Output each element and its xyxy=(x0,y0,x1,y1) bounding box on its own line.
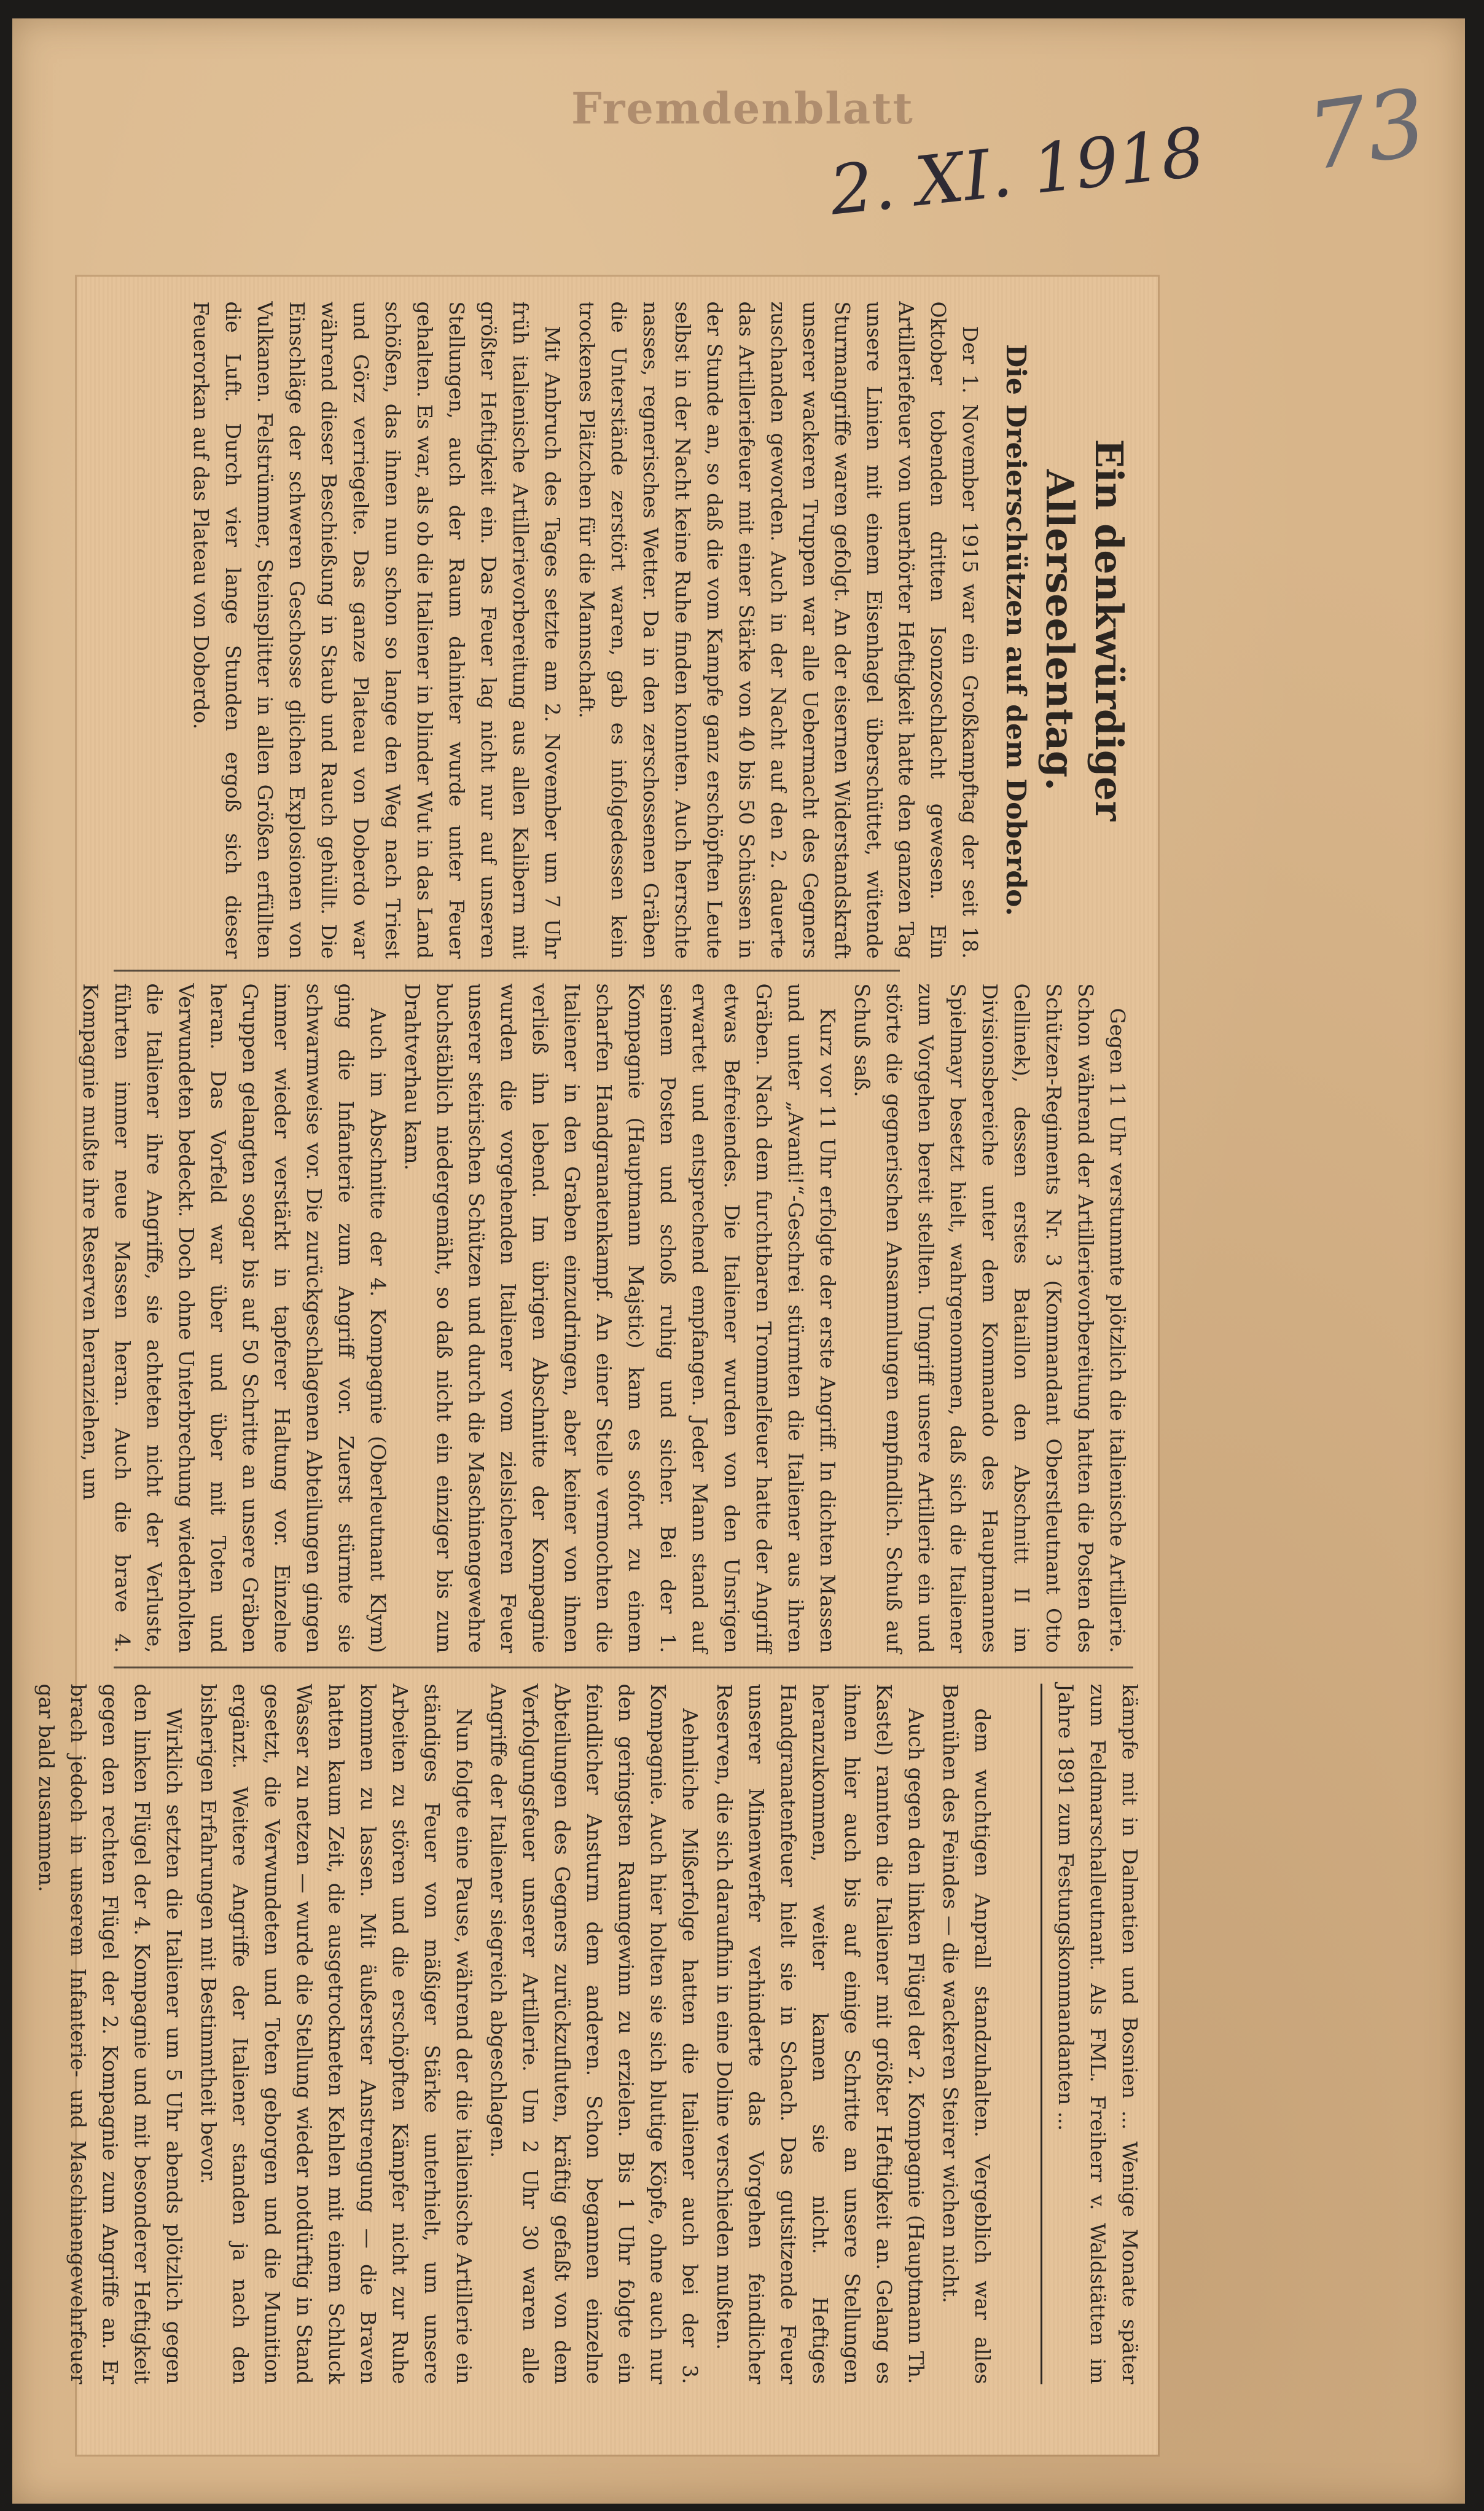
article-column-3 xyxy=(34,1683,998,2384)
handwritten-date: 2. XI. 1918 xyxy=(826,112,1208,230)
article-subheadline: Die Dreierschützen auf dem Doberdo. xyxy=(1000,343,1031,916)
article-headline: Ein denkwürdiger Allerseelentag. xyxy=(1037,439,1131,821)
archive-sheet xyxy=(12,18,1465,2504)
article-paragraph: Aehnliche Mißerfolge hatten die Italiener auch bei der 3. Kompagnie. Auch hier holten sie sich blutige Köpfe, ohne auch nur den geringsten Raumgewinn zu erzielen. Bis 1 Uhr folgte ein feindlicher Ansturm dem anderen. Schon begannen einzelne Abteilungen des Gegners zurückzufluten, kräftig gefaßt von dem Verfolgungsfeuer unserer Artillerie. Um 2 Uhr 30 waren alle Angriffe der Italiener siegreich abgeschlagen. xyxy=(486,1683,702,2384)
article-paragraph: Wirklich setzten die Italiener um 5 Uhr abends plötzlich gegen den linken Flügel der 4. Kompagnie und mit besonderer Heftigkeit gegen den rechten Flügel der 2. Kompagnie zum Angriffe an. Er brach jedoch in unserem Infanterie- und Maschinengewehrfeuer gar bald zusammen. xyxy=(34,1683,186,2384)
article-paragraph: Der 1. November 1915 war ein Großkampftag der seit 18. Oktober tobenden dritten Isonzoschlacht gewesen. Ein Artilleriefeuer von unerhörter Heftigkeit hatte den ganzen Tag unsere Linien mit einem Eisenhagel überschüttet, wütende Sturmangriffe waren gefolgt. An der eisernen Widerstandskraft unserer wackeren Truppen war alle Uebermacht des Gegners zuschanden geworden. Auch in der Nacht auf den 2. dauerte das Artilleriefeuer mit einer Stärke von 40 bis 50 Schüssen in der Stunde an, so daß die vom Kampfe ganz erschöpften Leute selbst in der Nacht keine Ruhe finden konnten. Auch herrschte nasses, regnerisches Wetter. Da in den zerschossenen Gräben die Unterstände zerstört waren, gab es infolgedessen kein trockenes Plätzchen für die Mannschaft. xyxy=(575,301,982,958)
newspaper-clipping xyxy=(34,276,1158,2454)
article-paragraph: Auch im Abschnitte der 4. Kompagnie (Oberleutnant Klym) ging die Infanterie zum Angriff vor. Zuerst stürmte sie schwarmweise vor. Die zurückgeschlagenen Abteilungen gingen immer wieder verstärkt in tapferer Haltung vor. Einzelne Gruppen gelangten sogar bis auf 50 Schritte an unsere Gräben heran. Das Vorfeld war über und über mit Toten und Verwundeten bedeckt. Doch ohne Unterbrechung wiederholten die Italiener ihre Angriffe, sie achteten nicht der Verluste, führten immer neue Massen heran. Auch die brave 4. Kompagnie mußte ihre Reserven heranziehen, um xyxy=(79,983,390,1653)
article-paragraph: Gegen 11 Uhr verstummte plötzlich die italienische Artillerie. Schon während der Artillerievorbereitung hatten die Posten des Schützen-Regiments Nr. 3 (Kommandant Oberstleutnant Otto Gellinek), dessen erstes Bataillon den Abschnitt II im Divisionsbereiche unter dem Kommando des Hauptmannes Spielmayr besetzt hielt, wahrgenommen, daß sich die Italiener zum Vorgehen bereit stellten. Umgriff unsere Artillerie ein und störte die gegnerischen Ansammlungen empfindlich. Schuß auf Schuß saß. xyxy=(850,983,1130,1653)
article-paragraph: dem wuchtigen Anprall standzuhalten. Vergeblich war alles Bemühen des Feindes — die wackeren Steirer wichen nicht. xyxy=(939,1683,994,2384)
handwritten-page-number: 73 xyxy=(1301,69,1433,192)
column-rule xyxy=(114,970,900,971)
article-paragraph: Auch gegen den linken Flügel der 2. Kompagnie (Hauptmann Th. Kastel) rannten die Italiener mit größter Heftigkeit an. Gelang es ihnen hier auch bis auf einige Schritte an unsere Stellungen heranzukommen, weiter kamen sie nicht. Heftiges Handgranatenfeuer hielt sie in Schach. Das gutsitzende Feuer unserer Minenwerfer verhinderte das Vorgehen feindlicher Reserven, die sich daraufhin in eine Doline verschieden mußten. xyxy=(713,1683,928,2384)
column-rule xyxy=(114,1666,1133,1668)
newspaper-stamp: Fremdenblatt xyxy=(571,83,914,134)
article-column-1 xyxy=(101,301,1139,958)
article-paragraph: Mit Anbruch des Tages setzte am 2. November um 7 Uhr früh italienische Artillerievorbereitung aus allen Kalibern mit größter Heftigkeit ein. Das Feuer lag nicht nur auf unseren Stellungen, auch der Raum dahinter wurde unter Feuer gehalten. Es war, als ob die Italiener in blinder Wut in das Land schößen, das ihnen nun schon so lange den Weg nach Triest und Görz verriegelte. Das ganze Plateau von Doberdo war während dieser Beschießung in Staub und Rauch gehüllt. Die Einschläge der schweren Geschosse glichen Explosionen von Vulkanen. Felstrümmer, Steinsplitter in allen Größen erfüllten die Luft. Durch vier lange Stunden ergoß sich dieser Feuerorkan auf das Plateau von Doberdo. xyxy=(189,301,564,958)
article-paragraph: Nun folgte eine Pause, während der die italienische Artillerie ein ständiges Feuer von mäßiger Stärke unterhielt, um unsere Arbeiten zu stören und die erschöpften Kämpfer nicht zur Ruhe kommen zu lassen. Mit äußerster Anstrengung — die Braven hatten kaum Zeit, die ausgetrockneten Kehlen mit einem Schluck Wasser zu netzen — wurde die Stellung wieder notdürftig in Stand gesetzt, die Verwundeten und Toten geborgen und die Munition ergänzt. Weitere Angriffe der Italiener standen ja nach den bisherigen Erfahrungen mit Bestimmtheit bevor. xyxy=(197,1683,476,2384)
previous-article-fragment: kämpfe mit in Dalmatien und Bosnien ... Wenige Monate später zum Feldmarschalleutnant. Als FML. Freiherr v. Waldstätten im Jahre 1891 zum Festungskommandanten ... xyxy=(1041,1683,1146,2384)
clipping-rotated xyxy=(34,276,1158,2454)
article-paragraph: Kurz vor 11 Uhr erfolgte der erste Angriff. In dichten Massen und unter „Avanti!“-Geschrei stürmten die Italiener aus ihren Gräben. Nach dem furchtbaren Trommelfeuer hatte der Angriff etwas Befreiendes. Die Italiener wurden von den Unsrigen erwartet und entsprechend empfangen. Jeder Mann stand auf seinem Posten und schoß ruhig und sicher. Bei der 1. Kompagnie (Hauptmann Majstic) kam es sofort zu einem scharfen Handgranatenkampf. An einer Stelle vermochten die Italiener in den Graben einzudringen, aber keiner von ihnen verließ ihn lebend. Im übrigen Abschnitte der Kompagnie wurden die vorgehenden Italiener vom zielsicheren Feuer unserer steirischen Schützen und durch die Maschinengewehre buchstäblich niedergemäht, so daß nicht ein einziger bis zum Drahtverhau kam. xyxy=(400,983,840,1653)
article-column-2 xyxy=(79,983,1133,1653)
